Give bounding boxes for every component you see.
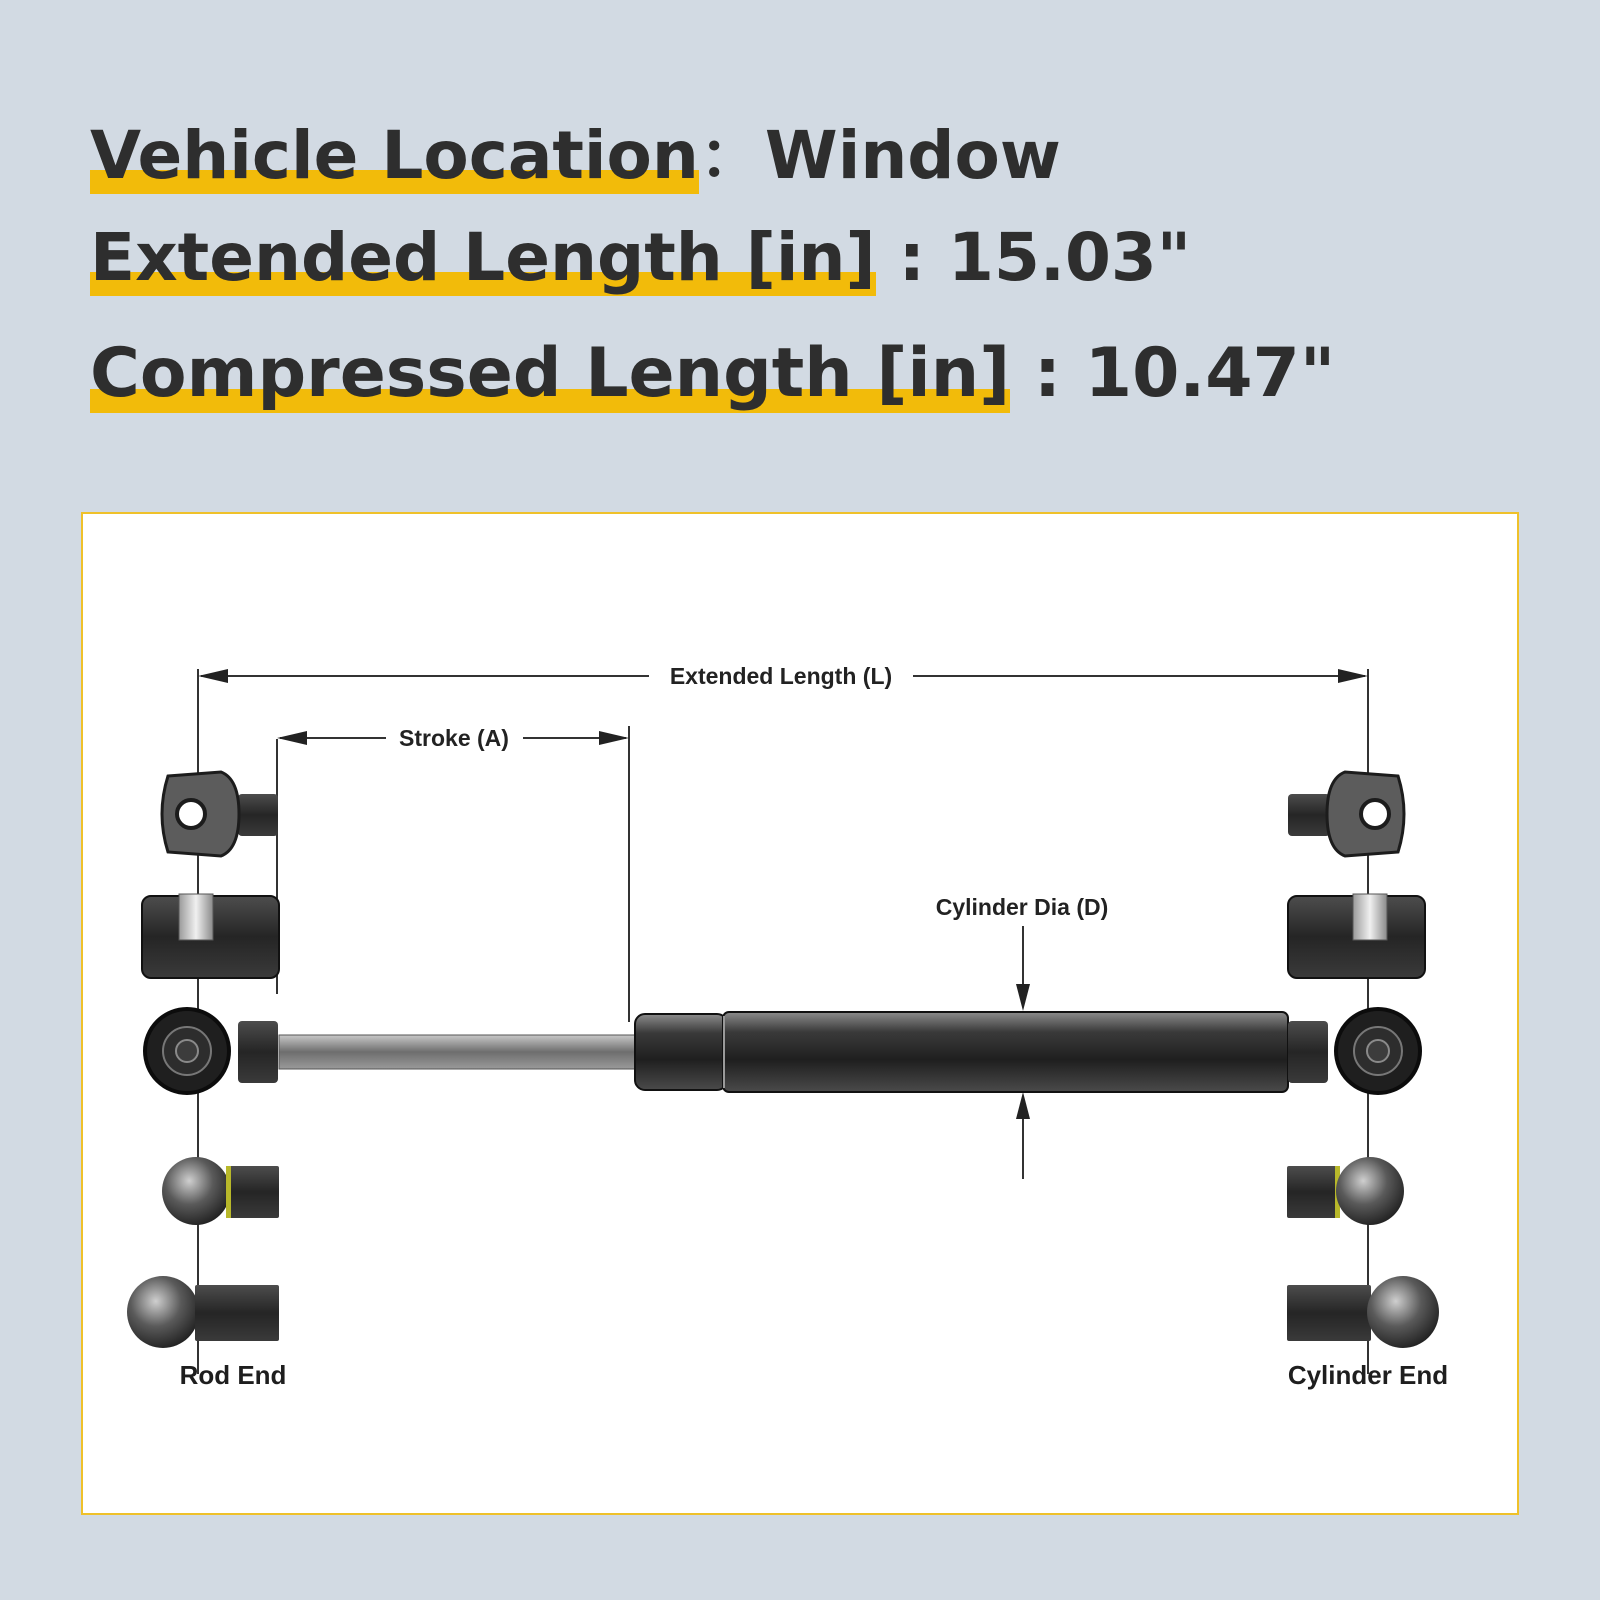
rod-end-small-ball-stud — [162, 1157, 279, 1225]
spec-separator: ： — [698, 117, 765, 194]
spec-label: Vehicle Location — [90, 117, 699, 194]
cylinder-end-large-ball-stud — [1287, 1276, 1439, 1348]
spec-vehicle-location — [90, 117, 1061, 194]
rod-end-clevis-fitting — [142, 894, 279, 978]
gas-strut-diagram — [83, 514, 1517, 1513]
cylinder-end-small-ball-stud — [1287, 1157, 1404, 1225]
spec-compressed-length — [90, 334, 1336, 413]
rod-end-label: Rod End — [179, 1360, 287, 1390]
cylinder-end-eyelet-fitting — [1288, 772, 1404, 856]
spec-separator: : — [1010, 334, 1085, 413]
cylinder-body — [635, 1012, 1288, 1092]
spec-value: Window — [764, 117, 1061, 194]
spec-value: 10.47" — [1084, 334, 1336, 413]
cylinder-end-ball-socket-fitting — [1288, 1009, 1420, 1093]
extended-length-label: Extended Length (L) — [669, 663, 893, 689]
spec-label: Compressed Length [in] — [90, 334, 1011, 413]
cylinder-diameter-label: Cylinder Dia (D) — [935, 894, 1109, 920]
piston-rod — [279, 1035, 635, 1069]
diagram-panel — [81, 512, 1519, 1515]
rod-end-eyelet-fitting — [162, 772, 278, 856]
spec-extended-length — [90, 219, 1192, 296]
stroke-label: Stroke (A) — [399, 725, 509, 751]
cylinder-end-label: Cylinder End — [1287, 1360, 1449, 1390]
spec-value: 15.03" — [948, 219, 1192, 296]
spec-label: Extended Length [in] — [90, 219, 876, 296]
rod-end-ball-socket-fitting — [145, 1009, 278, 1093]
rod-end-large-ball-stud — [127, 1276, 279, 1348]
cylinder-end-clevis-fitting — [1288, 894, 1425, 978]
spec-separator: : — [875, 219, 949, 296]
